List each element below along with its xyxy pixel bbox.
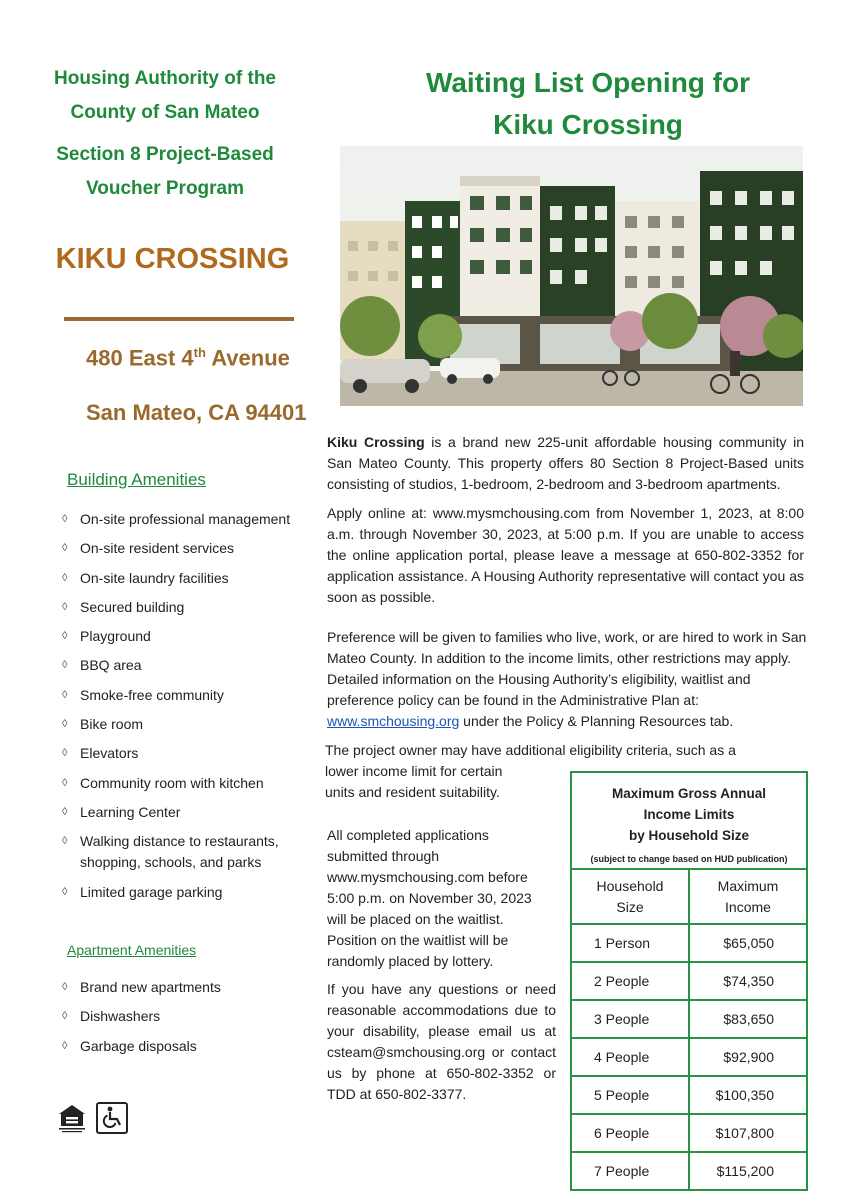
amenity-item bbox=[62, 655, 312, 676]
address-street-post: Avenue bbox=[205, 345, 290, 371]
intro-paragraph bbox=[327, 432, 804, 495]
amenity-item bbox=[62, 597, 312, 618]
address-street bbox=[86, 345, 290, 371]
max-income-cell: $100,350 bbox=[689, 1076, 807, 1114]
completed-applications-paragraph: All completed applications submitted through www.mysmchousing.com before 5:00 p.m. on November 30, 2023 will be placed on the waitlist. Position on the waitlist will be randomly placed by lottery. bbox=[327, 827, 532, 969]
property-name: KIKU CROSSING bbox=[55, 243, 290, 275]
table-row bbox=[571, 1076, 807, 1114]
page-title-line1: Waiting List Opening for bbox=[425, 67, 751, 98]
preference-tail: under the Policy & Planning Resources tab. bbox=[459, 713, 734, 729]
household-size-cell: 4 People bbox=[571, 1038, 689, 1076]
bullet-diamond-icon: ◊ bbox=[62, 600, 68, 613]
col2-line1: Maximum bbox=[717, 877, 779, 894]
owner-line3: units and resident suitability. bbox=[325, 784, 500, 800]
table-note: (subject to change based on HUD publication) bbox=[590, 854, 788, 864]
bullet-diamond-icon: ◊ bbox=[62, 747, 68, 760]
amenity-item bbox=[62, 509, 312, 530]
table-row bbox=[571, 1038, 807, 1076]
bullet-diamond-icon: ◊ bbox=[62, 630, 68, 643]
questions-paragraph: If you have any questions or need reasonable accommodations due to your disability, please email us at csteam@smchousing.org or contact us by phone at 650-802-3352 or TDD at 650-802-3377. bbox=[327, 981, 556, 1102]
amenity-label: On-site professional management bbox=[80, 511, 291, 527]
table-row bbox=[571, 1152, 807, 1190]
bullet-diamond-icon: ◊ bbox=[62, 885, 68, 898]
table-title-line1: Maximum Gross Annual bbox=[611, 786, 767, 801]
col1-line1: Household bbox=[596, 877, 664, 894]
bullet-diamond-icon: ◊ bbox=[62, 1039, 68, 1052]
org-title-line1: Housing Authority of the bbox=[54, 68, 276, 89]
amenity-item bbox=[62, 802, 312, 823]
amenity-item bbox=[62, 685, 312, 706]
apply-paragraph: Apply online at: www.mysmchousing.com from November 1, 2023, at 8:00 a.m. through November 30, 2023, at 5:00 p.m. If you are unable to access the online application portal, please leave a message at 650-802-3352 for application assistance. A Housing Authority representative will contact you as soon as possible. bbox=[327, 505, 804, 605]
bullet-diamond-icon: ◊ bbox=[62, 835, 68, 848]
table-title-line3: by Household Size bbox=[628, 828, 750, 843]
amenity-label: Learning Center bbox=[80, 803, 181, 820]
amenity-label: Community room with kitchen bbox=[80, 774, 264, 791]
table-title-line2: Income Limits bbox=[643, 807, 735, 822]
col1-line2: Size bbox=[616, 898, 644, 915]
bullet-diamond-icon: ◊ bbox=[62, 513, 68, 525]
amenity-label: Bike room bbox=[80, 716, 144, 733]
bullet-diamond-icon: ◊ bbox=[62, 542, 68, 555]
amenity-item bbox=[62, 714, 312, 735]
org-title-line2: County of San Mateo bbox=[70, 102, 260, 123]
household-size-cell: 1 Person bbox=[571, 924, 689, 962]
owner-line1: The project owner may have additional eligibility criteria, such as a bbox=[325, 742, 736, 758]
amenity-label: Secured building bbox=[80, 598, 185, 615]
max-income-cell: $92,900 bbox=[689, 1038, 807, 1076]
amenity-item bbox=[62, 568, 312, 589]
max-income-cell: $107,800 bbox=[689, 1114, 807, 1152]
preference-text: Preference will be given to families who live, work, or are hired to work in San Mateo County. In addition to the income limits, other restrictions may apply. Detailed information on the Housing Authority’s eligibility, waitlist and preference policy can be found in the Administrative Plan at: bbox=[327, 629, 807, 708]
building-amenities-list bbox=[62, 509, 312, 911]
building-amenities-heading: Building Amenities bbox=[67, 470, 206, 489]
program-title bbox=[40, 138, 290, 206]
smchousing-link[interactable]: www.smchousing.org bbox=[327, 713, 460, 729]
col-household-size-header bbox=[571, 869, 689, 924]
bullet-diamond-icon: ◊ bbox=[62, 1010, 68, 1023]
amenity-label: Smoke-free community bbox=[80, 686, 224, 703]
bullet-diamond-icon: ◊ bbox=[62, 659, 68, 672]
apartment-amenities-list bbox=[62, 977, 312, 1065]
max-income-cell: $74,350 bbox=[689, 962, 807, 1000]
intro-bold: Kiku Crossing bbox=[327, 434, 425, 450]
amenity-label: Brand new apartments bbox=[80, 979, 221, 995]
table-row bbox=[571, 962, 807, 1000]
heading-divider bbox=[64, 317, 294, 321]
amenity-item bbox=[62, 831, 312, 873]
page-title-line2: Kiku Crossing bbox=[493, 109, 683, 140]
bullet-diamond-icon: ◊ bbox=[62, 776, 68, 789]
address-street-sup: th bbox=[193, 345, 206, 360]
apartment-amenities-heading: Apartment Amenities bbox=[67, 942, 197, 958]
bullet-diamond-icon: ◊ bbox=[62, 571, 68, 584]
amenity-item bbox=[62, 1006, 312, 1027]
amenity-item bbox=[62, 773, 312, 794]
wheelchair-accessibility-icon bbox=[96, 1102, 128, 1134]
amenity-label: Dishwashers bbox=[80, 1008, 161, 1025]
income-limits-table bbox=[570, 771, 808, 1191]
equal-housing-opportunity-icon bbox=[56, 1102, 88, 1134]
program-line1: Section 8 Project-Based bbox=[56, 144, 274, 165]
address-street-pre: 480 East 4 bbox=[86, 345, 194, 371]
intro-rest: is a brand new 225-unit affordable housing community in San Mateo County. This property offers 80 Section 8 Project-Based units consisting of studios, 1-bedroom, 2-bedroom and 3-bedroom apartments. bbox=[327, 434, 804, 492]
amenity-item bbox=[62, 882, 312, 903]
amenity-label: On-site laundry facilities bbox=[80, 569, 229, 586]
amenity-label: On-site resident services bbox=[80, 540, 235, 557]
amenity-label: Limited garage parking bbox=[80, 883, 223, 900]
max-income-cell: $65,050 bbox=[689, 924, 807, 962]
owner-line2: lower income limit for certain bbox=[325, 763, 503, 779]
amenity-label: Playground bbox=[80, 628, 151, 645]
bullet-diamond-icon: ◊ bbox=[62, 688, 68, 701]
page-title bbox=[398, 62, 778, 146]
household-size-cell: 6 People bbox=[571, 1114, 689, 1152]
amenity-item bbox=[62, 977, 312, 998]
table-title bbox=[571, 772, 807, 869]
bullet-diamond-icon: ◊ bbox=[62, 805, 68, 818]
col2-line2: Income bbox=[725, 898, 771, 915]
org-title bbox=[40, 62, 290, 130]
preference-paragraph bbox=[327, 627, 811, 732]
col-max-income-header bbox=[689, 869, 807, 924]
table-row bbox=[571, 1000, 807, 1038]
amenity-label: Garbage disposals bbox=[80, 1037, 197, 1054]
amenity-item bbox=[62, 538, 312, 559]
table-header-row bbox=[571, 869, 807, 924]
amenity-label: Walking distance to restaurants, shopping, schools, and parks bbox=[80, 833, 279, 871]
amenity-item bbox=[62, 1036, 312, 1057]
bullet-diamond-icon: ◊ bbox=[62, 718, 68, 731]
household-size-cell: 3 People bbox=[571, 1000, 689, 1038]
amenity-label: Elevators bbox=[80, 745, 139, 762]
table-title-row bbox=[571, 772, 807, 869]
amenity-label: BBQ area bbox=[80, 657, 142, 674]
amenity-item bbox=[62, 626, 312, 647]
bullet-diamond-icon: ◊ bbox=[62, 981, 68, 993]
household-size-cell: 7 People bbox=[571, 1152, 689, 1190]
program-line2: Voucher Program bbox=[85, 178, 245, 199]
household-size-cell: 2 People bbox=[571, 962, 689, 1000]
building-rendering-image bbox=[340, 146, 803, 406]
max-income-cell: $83,650 bbox=[689, 1000, 807, 1038]
household-size-cell: 5 People bbox=[571, 1076, 689, 1114]
table-row bbox=[571, 1114, 807, 1152]
max-income-cell: $115,200 bbox=[689, 1152, 807, 1190]
address-city: San Mateo, CA 94401 bbox=[86, 400, 307, 425]
table-row bbox=[571, 924, 807, 962]
amenity-item bbox=[62, 743, 312, 764]
